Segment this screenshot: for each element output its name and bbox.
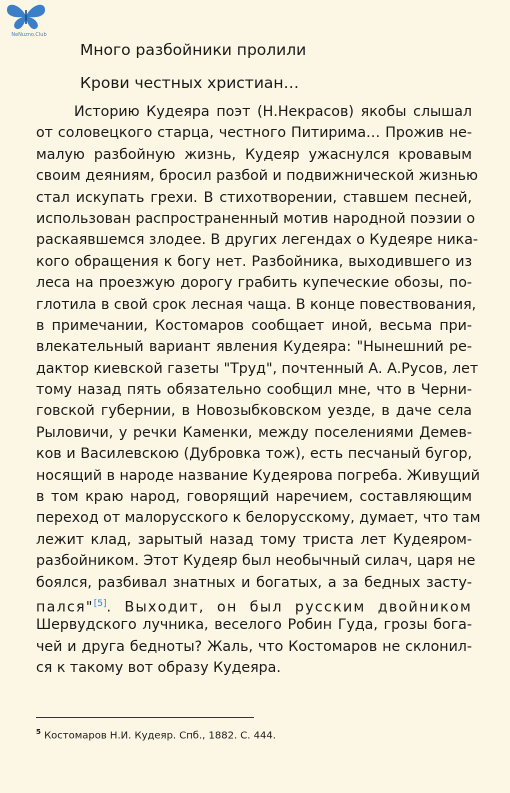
text-line: переход от малорусского к белорусскому, думает, что там [36,510,481,527]
logo-text: NeNuzno.Club [11,32,47,38]
text-line: ков и Василевскою (Дубровка тож), есть песчаный бугор, [36,446,472,463]
epigraph-line-2: Крови честных христиан… [80,74,300,92]
footnote-text: Костомаров Н.И. Кудеяр. Спб., 1882. С. 444. [44,730,276,742]
text-line: боялся, разбивал знатных и богатых, а за бедных засту- [36,574,472,591]
text-line: носящий в народе название Кудеярова погреба. Живущий [36,467,480,484]
text-line: от соловецкого старца, честного Питирима… Прожив не- [36,125,472,142]
text-line: раскаявшемся злодее. В других легендах о Кудеяре ника- [36,232,479,249]
text-line: леса на проезжую дорогу грабить купеческие обозы, по- [36,275,472,292]
footnote [36,726,276,742]
text-fragment: . Выходит, он был русским двойником [106,599,472,616]
text-line: в примечании, Костомаров сообщает иной, весьма при- [36,317,472,334]
butterfly-icon [3,2,49,32]
epigraph-line-1: Много разбойники пролили [80,41,307,59]
text-line: влекательный вариант явления Кудеяра: "Нынешний ре- [36,339,472,356]
text-line: Шервудского лучника, веселого Робин Гуда, грозы бога- [36,617,472,634]
footnote-ref-link[interactable]: [5] [93,598,107,609]
text-line: разбойником. Этот Кудеяр был необычный силач, царя не [36,553,476,570]
text-line: лежит клад, зарытый назад тому триста лет Кудеяром- [36,531,472,548]
footnote-number: 5 [36,728,41,736]
text-line: Историю Кудеяра поэт (Н.Некрасов) якобы слышал [74,104,472,120]
text-line: ся к такому вот образу Кудеяра. [36,660,281,677]
text-line: Рыловичи, у речки Каменки, между поселениями Демев- [36,424,472,441]
text-line: говской губернии, в Новозыбковском уезде, в даче села [36,403,472,420]
text-line: глотила в свой срок лесная чаща. В конце повествования, [36,296,477,313]
text-line: дактор киевской газеты "Труд", почтенный А. А.Русов, лет [36,360,479,377]
site-logo[interactable] [3,2,49,36]
text-line-with-ref [36,594,472,615]
body-text [36,102,481,680]
text-line: чей и друга бедноты? Жаль, что Костомаров не склонил- [36,638,472,655]
text-line: своим деяниям, бросил разбой и подвижнической жизнью [36,168,478,185]
text-fragment: пался" [36,599,94,616]
text-line: малую разбойную жизнь, Кудеяр ужаснулся кровавым [36,146,472,163]
text-line: стал искупать грехи. В стихотворении, ставшем песней, [36,189,472,206]
text-line: тому назад пять обязательно сообщил мне, что в Черни- [36,382,472,399]
footnote-divider [36,717,254,718]
text-line: использован распространенный мотив народной поэзии о [36,210,475,227]
text-line: в том краю народ, говорящий наречием, составляющим [36,489,472,506]
text-line: кого обращения к богу нет. Разбойника, выходившего из [36,253,472,270]
